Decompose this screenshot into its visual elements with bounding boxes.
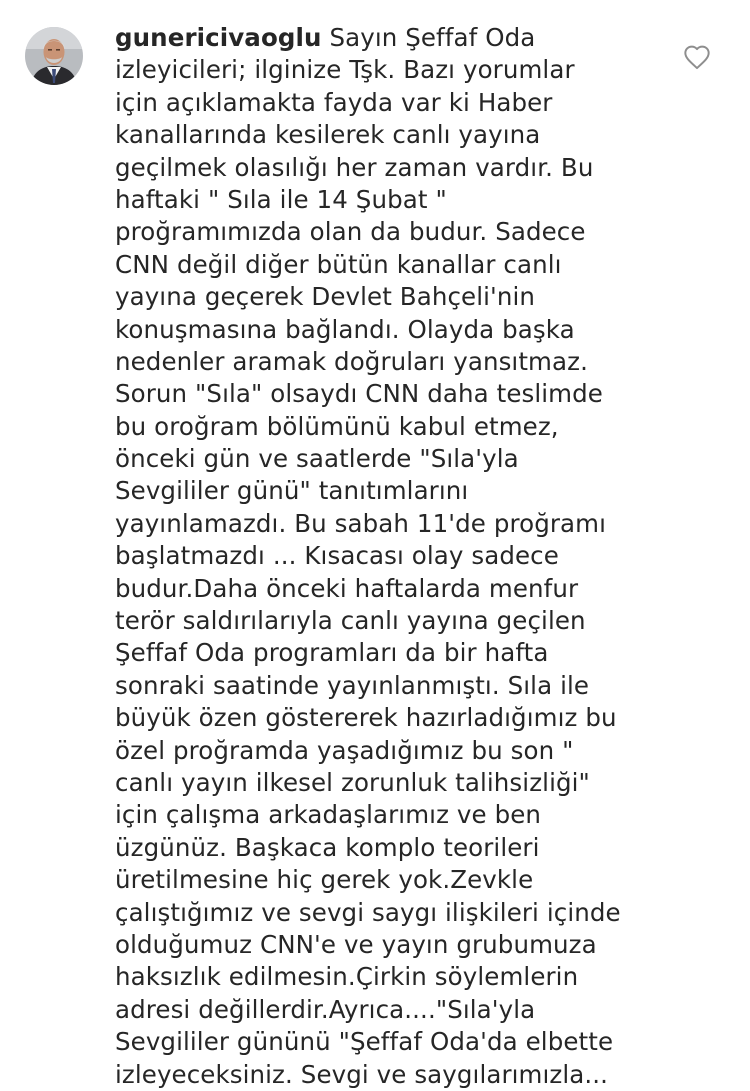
comment-line: için açıklamakta fayda var ki Haber	[115, 87, 553, 117]
user-avatar-photo-icon	[25, 27, 83, 85]
comment-line: çalıştığımız ve sevgi saygı ilişkileri içinde	[115, 897, 621, 927]
comment-line: Şeffaf Oda programları da bir hafta	[115, 638, 549, 668]
comment-line: başlatmazdı ... Kısacası olay sadece	[115, 541, 559, 571]
comment-line: kanallarında kesilerek canlı yayına	[115, 120, 541, 150]
avatar[interactable]	[25, 27, 83, 85]
comment-line: Sayın Şeffaf Oda	[321, 23, 536, 52]
comment-line: Sevgililer günü" tanıtımlarını	[115, 476, 469, 506]
like-button[interactable]	[683, 44, 711, 70]
comment-text	[115, 22, 663, 1091]
comment-line: izleyeceksiniz. Sevgi ve saygılarımızla...	[115, 1059, 609, 1089]
comment-line: izleyicileri; ilginize Tşk. Bazı yorumlar	[115, 55, 575, 85]
comment-line: sonraki saatinde yayınlanmıştı. Sıla ile	[115, 670, 590, 700]
comment-line: adresi değillerdir.Ayrıca...."Sıla'yla	[115, 994, 536, 1024]
comment-line: konuşmasına bağlandı. Olayda başka	[115, 314, 575, 344]
comment-line: için çalışma arkadaşlarımız ve ben	[115, 800, 542, 830]
comment-line: Sevgililer gününü "Şeffaf Oda'da elbette	[115, 1027, 614, 1057]
comment-line: budur.Daha önceki haftalarda menfur	[115, 573, 579, 603]
comment-line: bu oroğram bölümünü kabul etmez,	[115, 411, 559, 441]
username-link[interactable]: gunericivaoglu	[115, 23, 322, 52]
comment-line: büyük özen göstererek hazırladığımız bu	[115, 703, 617, 733]
comment-first-line	[115, 22, 663, 54]
comment-line: proğramımızda olan da budur. Sadece	[115, 217, 586, 247]
comment-line: canlı yayın ilkesel zorunluk talihsizliği"	[115, 767, 590, 797]
heart-outline-icon	[683, 44, 711, 70]
comment-line: CNN değil diğer bütün kanallar canlı	[115, 249, 562, 279]
comment-line: haksızlık edilmesin.Çirkin söylemlerin	[115, 962, 579, 992]
comment-line: üzgünüz. Başkaca komplo teorileri	[115, 832, 540, 862]
comment-line: yayına geçerek Devlet Bahçeli'nin	[115, 282, 536, 312]
comment-line: özel proğramda yaşadığımız bu son "	[115, 735, 574, 765]
comment-line: nedenler aramak doğruları yansıtmaz.	[115, 346, 588, 376]
comment-line: haftaki " Sıla ile 14 Şubat "	[115, 184, 447, 214]
comment-line: Sorun "Sıla" olsaydı CNN daha teslimde	[115, 379, 603, 409]
comment-line: üretilmesine hiç gerek yok.Zevkle	[115, 865, 534, 895]
comment-line: terör saldırılarıyla canlı yayına geçilen	[115, 606, 586, 636]
comment-line: geçilmek olasılığı her zaman vardır. Bu	[115, 152, 594, 182]
comment-line: önceki gün ve saatlerde "Sıla'yla	[115, 444, 519, 474]
comment-line: yayınlamazdı. Bu sabah 11'de proğramı	[115, 508, 607, 538]
comment-line: olduğumuz CNN'e ve yayın grubumuza	[115, 929, 597, 959]
